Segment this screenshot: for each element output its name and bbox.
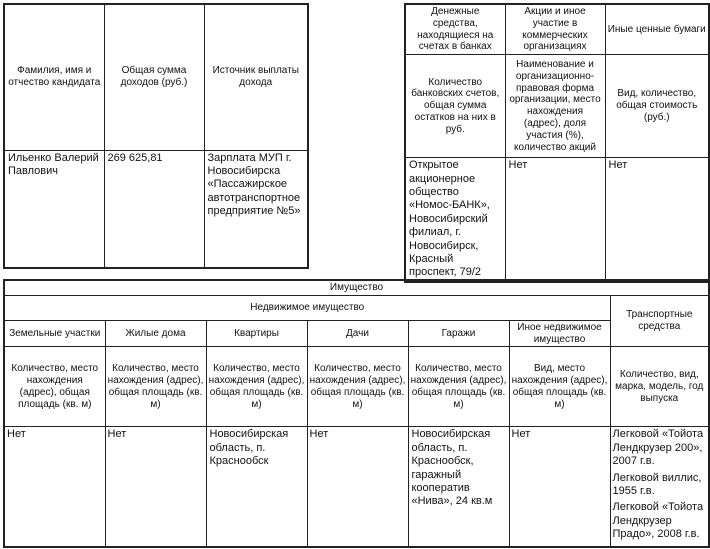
subheader-transport: Количество, вид, марка, модель, год выпуска <box>610 347 709 427</box>
header-apartments: Квартиры <box>206 320 307 347</box>
header-shares: Акции и иное участие в коммерческих организациях <box>505 4 605 55</box>
header-income-source: Источник выплаты дохода <box>204 4 308 150</box>
vehicle-1: Легковой «Тойота Лендкрузер 200», 2007 г.в. <box>612 428 704 468</box>
apartments-value: Новосибирская область, п. Краснообск <box>206 427 307 547</box>
header-candidate-name: Фамилия, имя и отчество кандидата <box>4 4 104 150</box>
subheader-land: Количество, место нахождения (адрес), общая площадь (кв. м) <box>4 347 105 427</box>
subheader-bank-funds: Количество банковских счетов, общая сумма остатков на них в руб. <box>405 55 505 158</box>
candidate-income-table <box>3 3 309 269</box>
property-title: Имущество <box>4 280 709 295</box>
property-table <box>3 279 710 548</box>
header-total-income: Общая сумма доходов (руб.) <box>104 4 204 150</box>
subheader-dachas: Количество, место нахождения (адрес), общая площадь (кв. м) <box>307 347 408 427</box>
subheader-other-property: Вид, место нахождения (адрес), общая площадь (кв. м) <box>509 347 610 427</box>
header-land: Земельные участки <box>4 320 105 347</box>
subheader-securities: Вид, количество, общая стоимость (руб.) <box>605 55 709 158</box>
shares-value: Нет <box>505 158 605 282</box>
candidate-name: Ильенко Валерий Павлович <box>4 150 104 268</box>
total-income: 269 625,81 <box>104 150 204 268</box>
header-other-property: Иное недвижимое имущество <box>509 320 610 347</box>
income-source: Зарплата МУП г. Новосибирска «Пассажирское автотранспортное предприятие №5» <box>204 150 308 268</box>
header-bank-funds: Денежные средства, находящиеся на счетах в банках <box>405 4 505 55</box>
header-garages: Гаражи <box>408 320 509 347</box>
real-estate-title: Недвижимое имущество <box>4 295 610 320</box>
header-houses: Жилые дома <box>105 320 206 347</box>
header-dachas: Дачи <box>307 320 408 347</box>
transport-value <box>610 427 709 547</box>
vehicle-2: Легковой виллис, 1955 г.в. <box>612 471 702 498</box>
subheader-houses: Количество, место нахождения (адрес), общая площадь (кв. м) <box>105 347 206 427</box>
vehicle-3: Легковой «Тойота Лендкрузер Прадо», 2008 г.в. <box>612 501 704 541</box>
garages-value: Новосибирская область, п. Краснообск, гаражный кооператив «Нива», 24 кв.м <box>408 427 509 547</box>
financial-assets-table <box>404 3 710 283</box>
houses-value: Нет <box>105 427 206 547</box>
subheader-garages: Количество, место нахождения (адрес), общая площадь (кв. м) <box>408 347 509 427</box>
bank-funds-value: Открытое акционерное общество «Номос-БАНК», Новосибирский филиал, г. Новосибирск, Красный проспект, 79/2 <box>405 158 505 282</box>
dachas-value: Нет <box>307 427 408 547</box>
land-value: Нет <box>4 427 105 547</box>
header-securities: Иные ценные бумаги <box>605 4 709 55</box>
securities-value: Нет <box>605 158 709 282</box>
other-property-value: Нет <box>509 427 610 547</box>
subheader-apartments: Количество, место нахождения (адрес), общая площадь (кв. м) <box>206 347 307 427</box>
transport-title: Транспортные средства <box>610 295 709 347</box>
subheader-shares: Наименование и организационно-правовая форма организации, место нахождения (адрес), доля участия (%), количество акций <box>505 55 605 158</box>
